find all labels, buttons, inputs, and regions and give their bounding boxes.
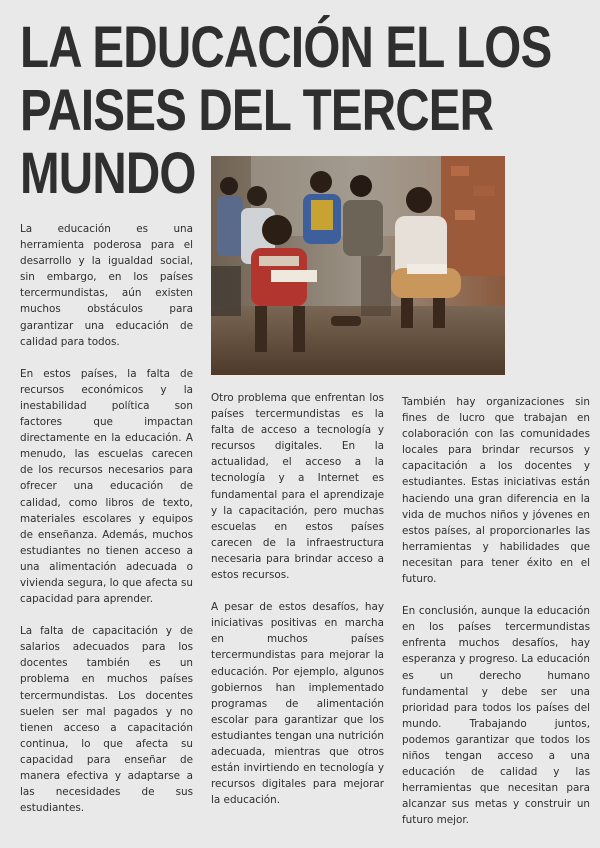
paragraph: En estos países, la falta de recursos económicos y la inestabilidad política son factores que impactan directamente en la educación. A menudo, las escuelas carecen de los recursos necesarios para ofrecer una educación de calidad, como libros de texto, materiales escolares y equipos de enseñanza. Además, muchos estudiantes no tienen acceso a una alimentación adecuada o vivienda segura, lo que afecta su capacidad para aprender. <box>20 367 193 606</box>
paragraph: En conclusión, aunque la educación en los países tercermundistas enfrenta muchos desafíos, hay esperanza y progreso. La educación es un derecho humano fundamental y debe ser una prioridad para todos los países del mundo. Trabajando juntos, podemos garantizar que todos los niños tengan acceso a una educación de calidad y las herramientas que necesitan para alcanzar sus metas y construir un futuro mejor. <box>402 605 590 827</box>
text-column-2 <box>211 390 384 824</box>
paragraph: También hay organizaciones sin fines de lucro que trabajan en colaboración con las comunidades locales para brindar recursos y capacitación a los docentes y estudiantes. Estas iniciativas están haciendo una gran diferencia en la vida de muchos niños y jóvenes en estos países, al proporcionarles las herramientas y habilidades que necesitan para tener éxito en el futuro. <box>402 396 590 586</box>
title-line-3: MUNDO <box>20 141 196 206</box>
paragraph: Otro problema que enfrentan los países tercermundistas es la falta de acceso a tecnología y recursos digitales. En la actualidad, el acceso a la tecnología y a Internet es fundamental para el aprendizaje y la capacitación, pero muchas escuelas en estos países carecen de la infraestructura necesaria para brindar acceso a estos recursos. <box>211 392 384 582</box>
text-column-1 <box>20 221 193 832</box>
paragraph: A pesar de estos desafíos, hay iniciativas positivas en marcha en muchos países tercermundistas para mejorar la educación. Por ejemplo, algunos gobiernos han implementado programas de alimentación escolar para garantizar que los estudiantes tengan una nutrición adecuada, mientras que otros están invirtiendo en tecnología y recursos digitales para mejorar la educación. <box>211 601 384 807</box>
paragraph: La educación es una herramienta poderosa para el desarrollo y la igualdad social, sin embargo, en los países tercermundistas, aún existen muchos obstáculos para garantizar una educación de calidad para todos. <box>20 223 193 348</box>
title-line-1: LA EDUCACIÓN EL LOS <box>20 15 552 80</box>
classroom-photo-icon <box>211 156 505 375</box>
classroom-photo <box>211 156 505 375</box>
title-line-2: PAISES DEL TERCER <box>20 78 494 143</box>
paragraph: La falta de capacitación y de salarios adecuados para los docentes también es un problema en muchos países tercermundistas. Los docentes suelen ser mal pagados y no tienen acceso a capacitación continua, lo que afecta su capacidad para enseñar de manera efectiva y adaptarse a las necesidades de sus estudiantes. <box>20 625 193 815</box>
text-column-3 <box>402 394 590 844</box>
